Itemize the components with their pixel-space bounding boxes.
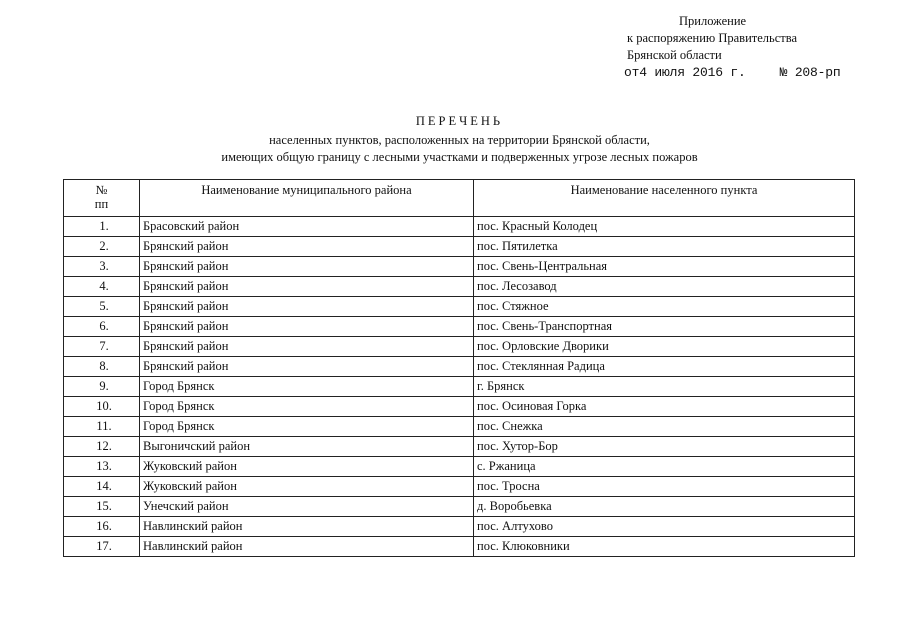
- settlement-cell: г. Брянск: [474, 377, 855, 397]
- district-cell: Город Брянск: [140, 417, 474, 437]
- district-cell: Брянский район: [140, 297, 474, 317]
- district-cell: Выгоничский район: [140, 437, 474, 457]
- district-cell: Навлинский район: [140, 537, 474, 557]
- settlement-cell: пос. Лесозавод: [474, 277, 855, 297]
- row-number: 6.: [64, 317, 140, 337]
- title-subline-1: населенных пунктов, расположенных на территории Брянской области,: [269, 133, 650, 147]
- district-cell: Брянский район: [140, 337, 474, 357]
- table-row: [64, 237, 855, 257]
- appendix-date-line: [624, 64, 840, 81]
- settlements-table: [63, 179, 855, 557]
- row-number: 5.: [64, 297, 140, 317]
- document-title: [0, 113, 905, 166]
- settlement-cell: пос. Свень-Транспортная: [474, 317, 855, 337]
- header-num-abbr: пп: [94, 197, 109, 211]
- settlement-cell: пос. Осиновая Горка: [474, 397, 855, 417]
- table-row: [64, 357, 855, 377]
- table-row: [64, 497, 855, 517]
- row-number: 15.: [64, 497, 140, 517]
- order-date: 4 июля 2016 г.: [639, 65, 746, 80]
- row-number: 11.: [64, 417, 140, 437]
- order-number: № 208-рп: [779, 65, 841, 80]
- district-cell: Брянский район: [140, 277, 474, 297]
- district-cell: Брянский район: [140, 357, 474, 377]
- row-number: 17.: [64, 537, 140, 557]
- row-number: 2.: [64, 237, 140, 257]
- district-cell: Город Брянск: [140, 397, 474, 417]
- row-number: 7.: [64, 337, 140, 357]
- settlement-cell: с. Ржаница: [474, 457, 855, 477]
- table-row: [64, 517, 855, 537]
- row-number: 8.: [64, 357, 140, 377]
- settlement-cell: пос. Клюковники: [474, 537, 855, 557]
- row-number: 12.: [64, 437, 140, 457]
- table-row: [64, 477, 855, 497]
- district-cell: Брянский район: [140, 237, 474, 257]
- row-number: 14.: [64, 477, 140, 497]
- title-subline-2: имеющих общую границу с лесными участками и подверженных угрозе лесных пожаров: [221, 150, 698, 164]
- district-cell: Брянский район: [140, 317, 474, 337]
- title-heading: ПЕРЕЧЕНЬ: [415, 114, 504, 128]
- appendix-block: [624, 13, 841, 81]
- district-cell: Город Брянск: [140, 377, 474, 397]
- district-cell: Брянский район: [140, 257, 474, 277]
- row-number: 9.: [64, 377, 140, 397]
- settlement-cell: пос. Тросна: [474, 477, 855, 497]
- row-number: 1.: [64, 217, 140, 237]
- settlement-cell: пос. Стяжное: [474, 297, 855, 317]
- appendix-region-line: Брянской области: [627, 48, 722, 62]
- settlement-cell: пос. Снежка: [474, 417, 855, 437]
- district-cell: Жуковский район: [140, 477, 474, 497]
- table-header-row: [64, 180, 855, 217]
- district-cell: Навлинский район: [140, 517, 474, 537]
- header-settlement: Наименование населенного пункта: [474, 180, 855, 217]
- table-row: [64, 397, 855, 417]
- table-row: [64, 297, 855, 317]
- row-number: 16.: [64, 517, 140, 537]
- table-row: [64, 277, 855, 297]
- row-number: 4.: [64, 277, 140, 297]
- table-row: [64, 457, 855, 477]
- table-row: [64, 437, 855, 457]
- row-number: 13.: [64, 457, 140, 477]
- header-num-symbol: №: [95, 183, 108, 197]
- table-row: [64, 217, 855, 237]
- settlement-cell: пос. Хутор-Бор: [474, 437, 855, 457]
- settlement-cell: д. Воробьевка: [474, 497, 855, 517]
- header-num: [64, 180, 140, 217]
- date-prefix: от: [624, 65, 640, 80]
- settlement-cell: пос. Алтухово: [474, 517, 855, 537]
- table-row: [64, 537, 855, 557]
- appendix-order-line: к распоряжению Правительства: [627, 31, 798, 45]
- settlement-cell: пос. Орловские Дворики: [474, 337, 855, 357]
- table-row: [64, 317, 855, 337]
- appendix-label: Приложение: [679, 14, 747, 28]
- table-row: [64, 417, 855, 437]
- settlement-cell: пос. Стеклянная Радица: [474, 357, 855, 377]
- table-row: [64, 257, 855, 277]
- settlement-cell: пос. Свень-Центральная: [474, 257, 855, 277]
- header-district: Наименование муниципального района: [140, 180, 474, 217]
- row-number: 3.: [64, 257, 140, 277]
- table-row: [64, 337, 855, 357]
- district-cell: Брасовский район: [140, 217, 474, 237]
- table-row: [64, 377, 855, 397]
- district-cell: Унечский район: [140, 497, 474, 517]
- district-cell: Жуковский район: [140, 457, 474, 477]
- settlement-cell: пос. Красный Колодец: [474, 217, 855, 237]
- settlement-cell: пос. Пятилетка: [474, 237, 855, 257]
- row-number: 10.: [64, 397, 140, 417]
